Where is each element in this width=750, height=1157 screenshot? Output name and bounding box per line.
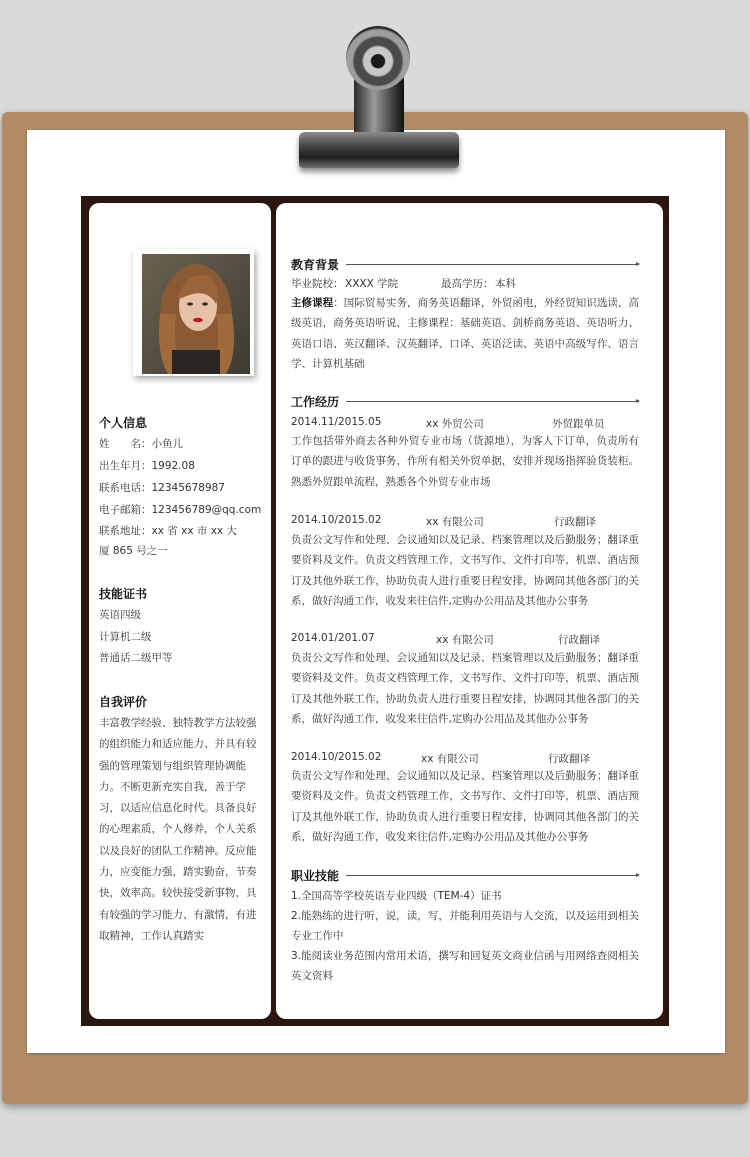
- job-company: xx 有限公司: [421, 753, 479, 765]
- birth-row: [99, 456, 195, 477]
- email-value: 123456789@qq.com: [151, 504, 262, 516]
- section-divider: [346, 401, 639, 402]
- phone-value: 12345678987: [151, 482, 225, 494]
- name-value: 小鱼儿: [151, 438, 183, 450]
- education-title: 教育背景: [291, 258, 340, 272]
- degree-label: 最高学历：: [441, 278, 494, 290]
- job-desc: 负责公文写作和处理、会议通知以及记录、档案管理以及后勤服务；翻译重要资料及文件。负责文档管理工作，文书写作、文件打印等，机票、酒店预订及其他外联工作，协助负责人进行重要日程安排，协调同其他各部门的关系，做好沟通工作，收发来往信件,定购办公用品及其他办公事务: [291, 770, 639, 843]
- job-period: 2014.10/2015.02: [291, 751, 382, 763]
- job-period: 2014.11/2015.05: [291, 416, 382, 428]
- birth-label: 出生年月：: [99, 460, 152, 472]
- school-label: 毕业院校：: [291, 278, 344, 290]
- job-position: 行政翻译: [548, 753, 590, 765]
- job-desc: 负责公文写作和处理、会议通知以及记录、档案管理以及后勤服务；翻译重要资料及文件。负责文档管理工作，文书写作、文件打印等，机票、酒店预订及其他外联工作，协助负责人进行重要日程安排，协调同其他各部门的关系，做好沟通工作，收发来往信件,定购办公用品及其他办公事务: [291, 652, 639, 725]
- section-divider: [346, 875, 639, 876]
- job-company: xx 有限公司: [436, 634, 494, 646]
- phone-row: [99, 478, 225, 499]
- job-company: xx 外贸公司: [426, 418, 484, 430]
- job-position: 行政翻译: [558, 634, 600, 646]
- section-divider: [346, 264, 639, 265]
- address-row: [99, 521, 237, 542]
- job-position: 外贸跟单员: [552, 418, 605, 430]
- job-company: xx 有限公司: [426, 516, 484, 528]
- pro-skill-item: 2.能熟练的进行听，说，读，写，并能利用英语与人交流，以及运用到相关专业工作中: [291, 910, 639, 943]
- job-position: 行政翻译: [554, 516, 596, 528]
- degree-value: 本科: [495, 278, 516, 290]
- skills-cert-title: 技能证书: [99, 587, 148, 601]
- courses-value: ：国际贸易实务，商务英语翻译，外贸函电，外经贸知识选读，高级英语，商务英语听说，主修课程：基础英语、剑桥商务英语、英语听力、英语口语、英汉翻译、汉英翻译、口译、英语泛读、英语中高级写作、语言学、计算机基础: [291, 297, 639, 370]
- work-title: 工作经历: [291, 395, 340, 409]
- job-period: 2014.10/2015.02: [291, 514, 382, 526]
- pro-skill-item: 1.全国高等学校英语专业四级（TEM-4）证书: [291, 890, 502, 902]
- school-value: XXXX 学院: [345, 278, 399, 290]
- email-label: 电子邮箱：: [99, 504, 152, 516]
- name-label: 姓 名：: [99, 438, 152, 450]
- skill-item: 普通话二级甲等: [99, 652, 173, 664]
- clip-ring-icon: [346, 26, 410, 90]
- phone-label: 联系电话：: [99, 482, 152, 494]
- job-period: 2014.01/201.07: [291, 632, 375, 644]
- self-eval-text: 丰富教学经验、独特教学方法较强的组织能力和适应能力、并具有较强的管理策划与组织管理协调能力。不断更新充实自我，善于学习，以适应信息化时代。具备良好的心理素质，个人修养，个人关系以及良好的团队工作精神。反应能力，应变能力强，踏实勤奋，节奏快，效率高。较快接受新事物，具有较强的学习能力、有激情，有进取精神，工作认真踏实: [99, 717, 257, 942]
- job-desc: 工作包括带外商去各种外贸专业市场（货源地），为客人下订单，负责所有订单的跟进与收货事务，作所有相关外贸单据，安排并现场指挥验货装柜。熟悉外贸跟单流程，熟悉各个外贸专业市场: [291, 435, 639, 488]
- courses-text: [291, 293, 639, 374]
- job-desc: 负责公文写作和处理、会议通知以及记录、档案管理以及后勤服务；翻译重要资料及文件。负责文档管理工作，文书写作、文件打印等，机票、酒店预订及其他外联工作，协助负责人进行重要日程安排，协调同其他各部门的关系，做好沟通工作，收发来往信件,定购办公用品及其他办公事务: [291, 534, 639, 607]
- skill-item: 计算机二级: [99, 631, 152, 643]
- birth-value: 1992.08: [151, 460, 195, 472]
- address-value-line2: 厦 865 号之一: [99, 545, 168, 557]
- email-row: [99, 500, 261, 521]
- skill-item: 英语四级: [99, 609, 141, 621]
- pro-skills-title: 职业技能: [291, 869, 340, 883]
- personal-info-title: 个人信息: [99, 416, 148, 430]
- name-row: [99, 434, 183, 455]
- avatar: [133, 249, 254, 376]
- pro-skill-item: 3.能阅读业务范围内常用术语，撰写和回复英文商业信函与用网络查阅相关英文资料: [291, 950, 639, 983]
- portrait-photo-icon: [142, 254, 250, 374]
- address-value-line1: xx 省 xx 市 xx 大: [151, 525, 237, 537]
- address-label: 联系地址：: [99, 525, 152, 537]
- clip-icon: [299, 132, 459, 168]
- self-eval-title: 自我评价: [99, 695, 148, 709]
- courses-label: 主修课程: [291, 297, 334, 309]
